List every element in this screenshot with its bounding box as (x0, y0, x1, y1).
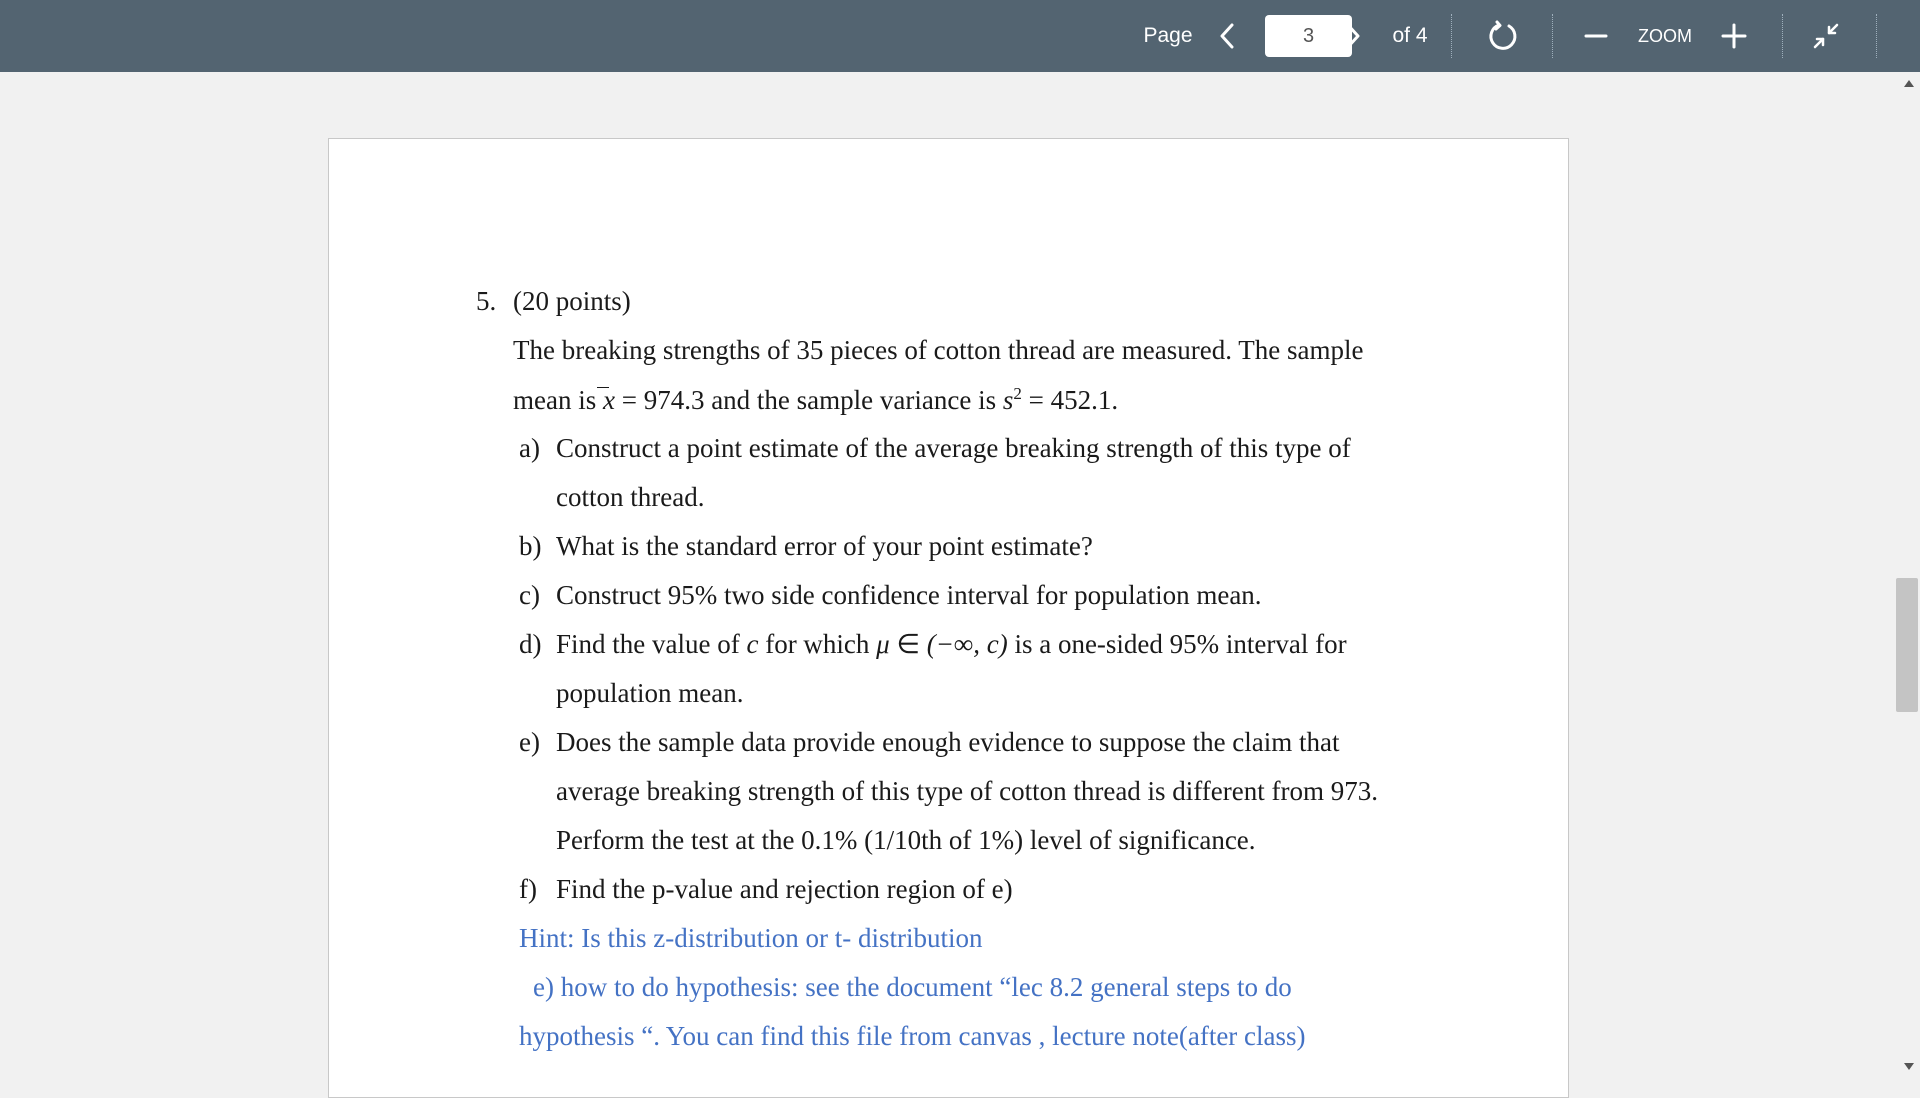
part-d-text: is a one-sided 95% interval for (1007, 629, 1347, 659)
hint-line-3: hypothesis “. You can find this file from canvas , lecture note(after class) (519, 1021, 1306, 1051)
toolbar-divider (1451, 14, 1452, 58)
page-count-label: of 4 (1392, 24, 1428, 47)
zoom-label: ZOOM (1638, 25, 1692, 46)
intro-text: = 974.3 and the sample variance is (614, 385, 1003, 415)
question-title: (20 points) (513, 286, 631, 316)
part-d-line-2: population mean. (556, 678, 744, 708)
document-page (328, 138, 1569, 1098)
part-e-line-1: Does the sample data provide enough evidence to suppose the claim that (556, 727, 1340, 757)
part-a-line-1: Construct a point estimate of the average breaking strength of this type of (556, 433, 1351, 463)
next-page-button[interactable] (1338, 0, 1368, 72)
chevron-left-icon (1219, 23, 1235, 49)
viewer-toolbar (0, 0, 1920, 72)
part-d-text: for which (758, 629, 877, 659)
zoom-out-button[interactable] (1582, 0, 1610, 72)
question-intro-line-2 (513, 384, 1118, 416)
rotate-button[interactable] (1484, 0, 1522, 72)
part-e-label: e) (519, 727, 540, 757)
question-number: 5. (476, 286, 497, 316)
scroll-up-arrow[interactable] (1904, 80, 1914, 87)
plus-icon (1721, 23, 1747, 49)
part-e-line-3: Perform the test at the 0.1% (1/10th of 1%) level of significance. (556, 825, 1256, 855)
question-intro-line-1: The breaking strengths of 35 pieces of cotton thread are measured. The sample (513, 335, 1364, 365)
variance-symbol: s (1002, 385, 1014, 415)
part-b-line-1: What is the standard error of your point estimate? (556, 531, 1093, 561)
part-a-line-2: cotton thread. (556, 482, 705, 512)
part-a-label: a) (519, 433, 540, 463)
part-f-label: f) (519, 874, 537, 904)
minus-icon (1584, 24, 1608, 48)
part-f-line-1: Find the p-value and rejection region of e) (556, 874, 1013, 904)
part-c-label: c) (519, 580, 540, 610)
exit-fullscreen-button[interactable] (1811, 0, 1841, 72)
toolbar-divider (1876, 14, 1877, 58)
mu-symbol: μ (876, 629, 890, 659)
hint-line-2: e) how to do hypothesis: see the document “lec 8.2 general steps to do (533, 972, 1292, 1002)
zoom-in-button[interactable] (1719, 0, 1749, 72)
previous-page-button[interactable] (1212, 0, 1242, 72)
constant-c: c (746, 629, 759, 659)
intro-text: = 452.1. (1021, 385, 1119, 415)
part-d-text: Find the value of (556, 629, 747, 659)
part-e-line-2: average breaking strength of this type of cotton thread is different from 973. (556, 776, 1378, 806)
element-of-symbol: ∈ (889, 629, 927, 659)
collapse-icon (1812, 22, 1840, 50)
toolbar-divider (1552, 14, 1553, 58)
sample-mean-symbol: x (602, 385, 615, 415)
intro-text: mean is (513, 385, 603, 415)
rotate-icon (1487, 20, 1519, 52)
interval-expression: (−∞, c) (926, 629, 1008, 659)
chevron-right-icon (1345, 23, 1361, 49)
part-b-label: b) (519, 531, 542, 561)
scrollbar-thumb[interactable] (1896, 578, 1918, 712)
part-d-label: d) (519, 629, 542, 659)
part-c-line-1: Construct 95% two side confidence interval for population mean. (556, 580, 1262, 610)
page-label: Page (1143, 24, 1193, 47)
hint-line-1: Hint: Is this z-distribution or t- distribution (519, 923, 983, 953)
scroll-down-arrow[interactable] (1904, 1063, 1914, 1070)
part-d-line-1 (556, 629, 1347, 660)
variance-exponent: 2 (1013, 384, 1022, 403)
toolbar-divider (1782, 14, 1783, 58)
